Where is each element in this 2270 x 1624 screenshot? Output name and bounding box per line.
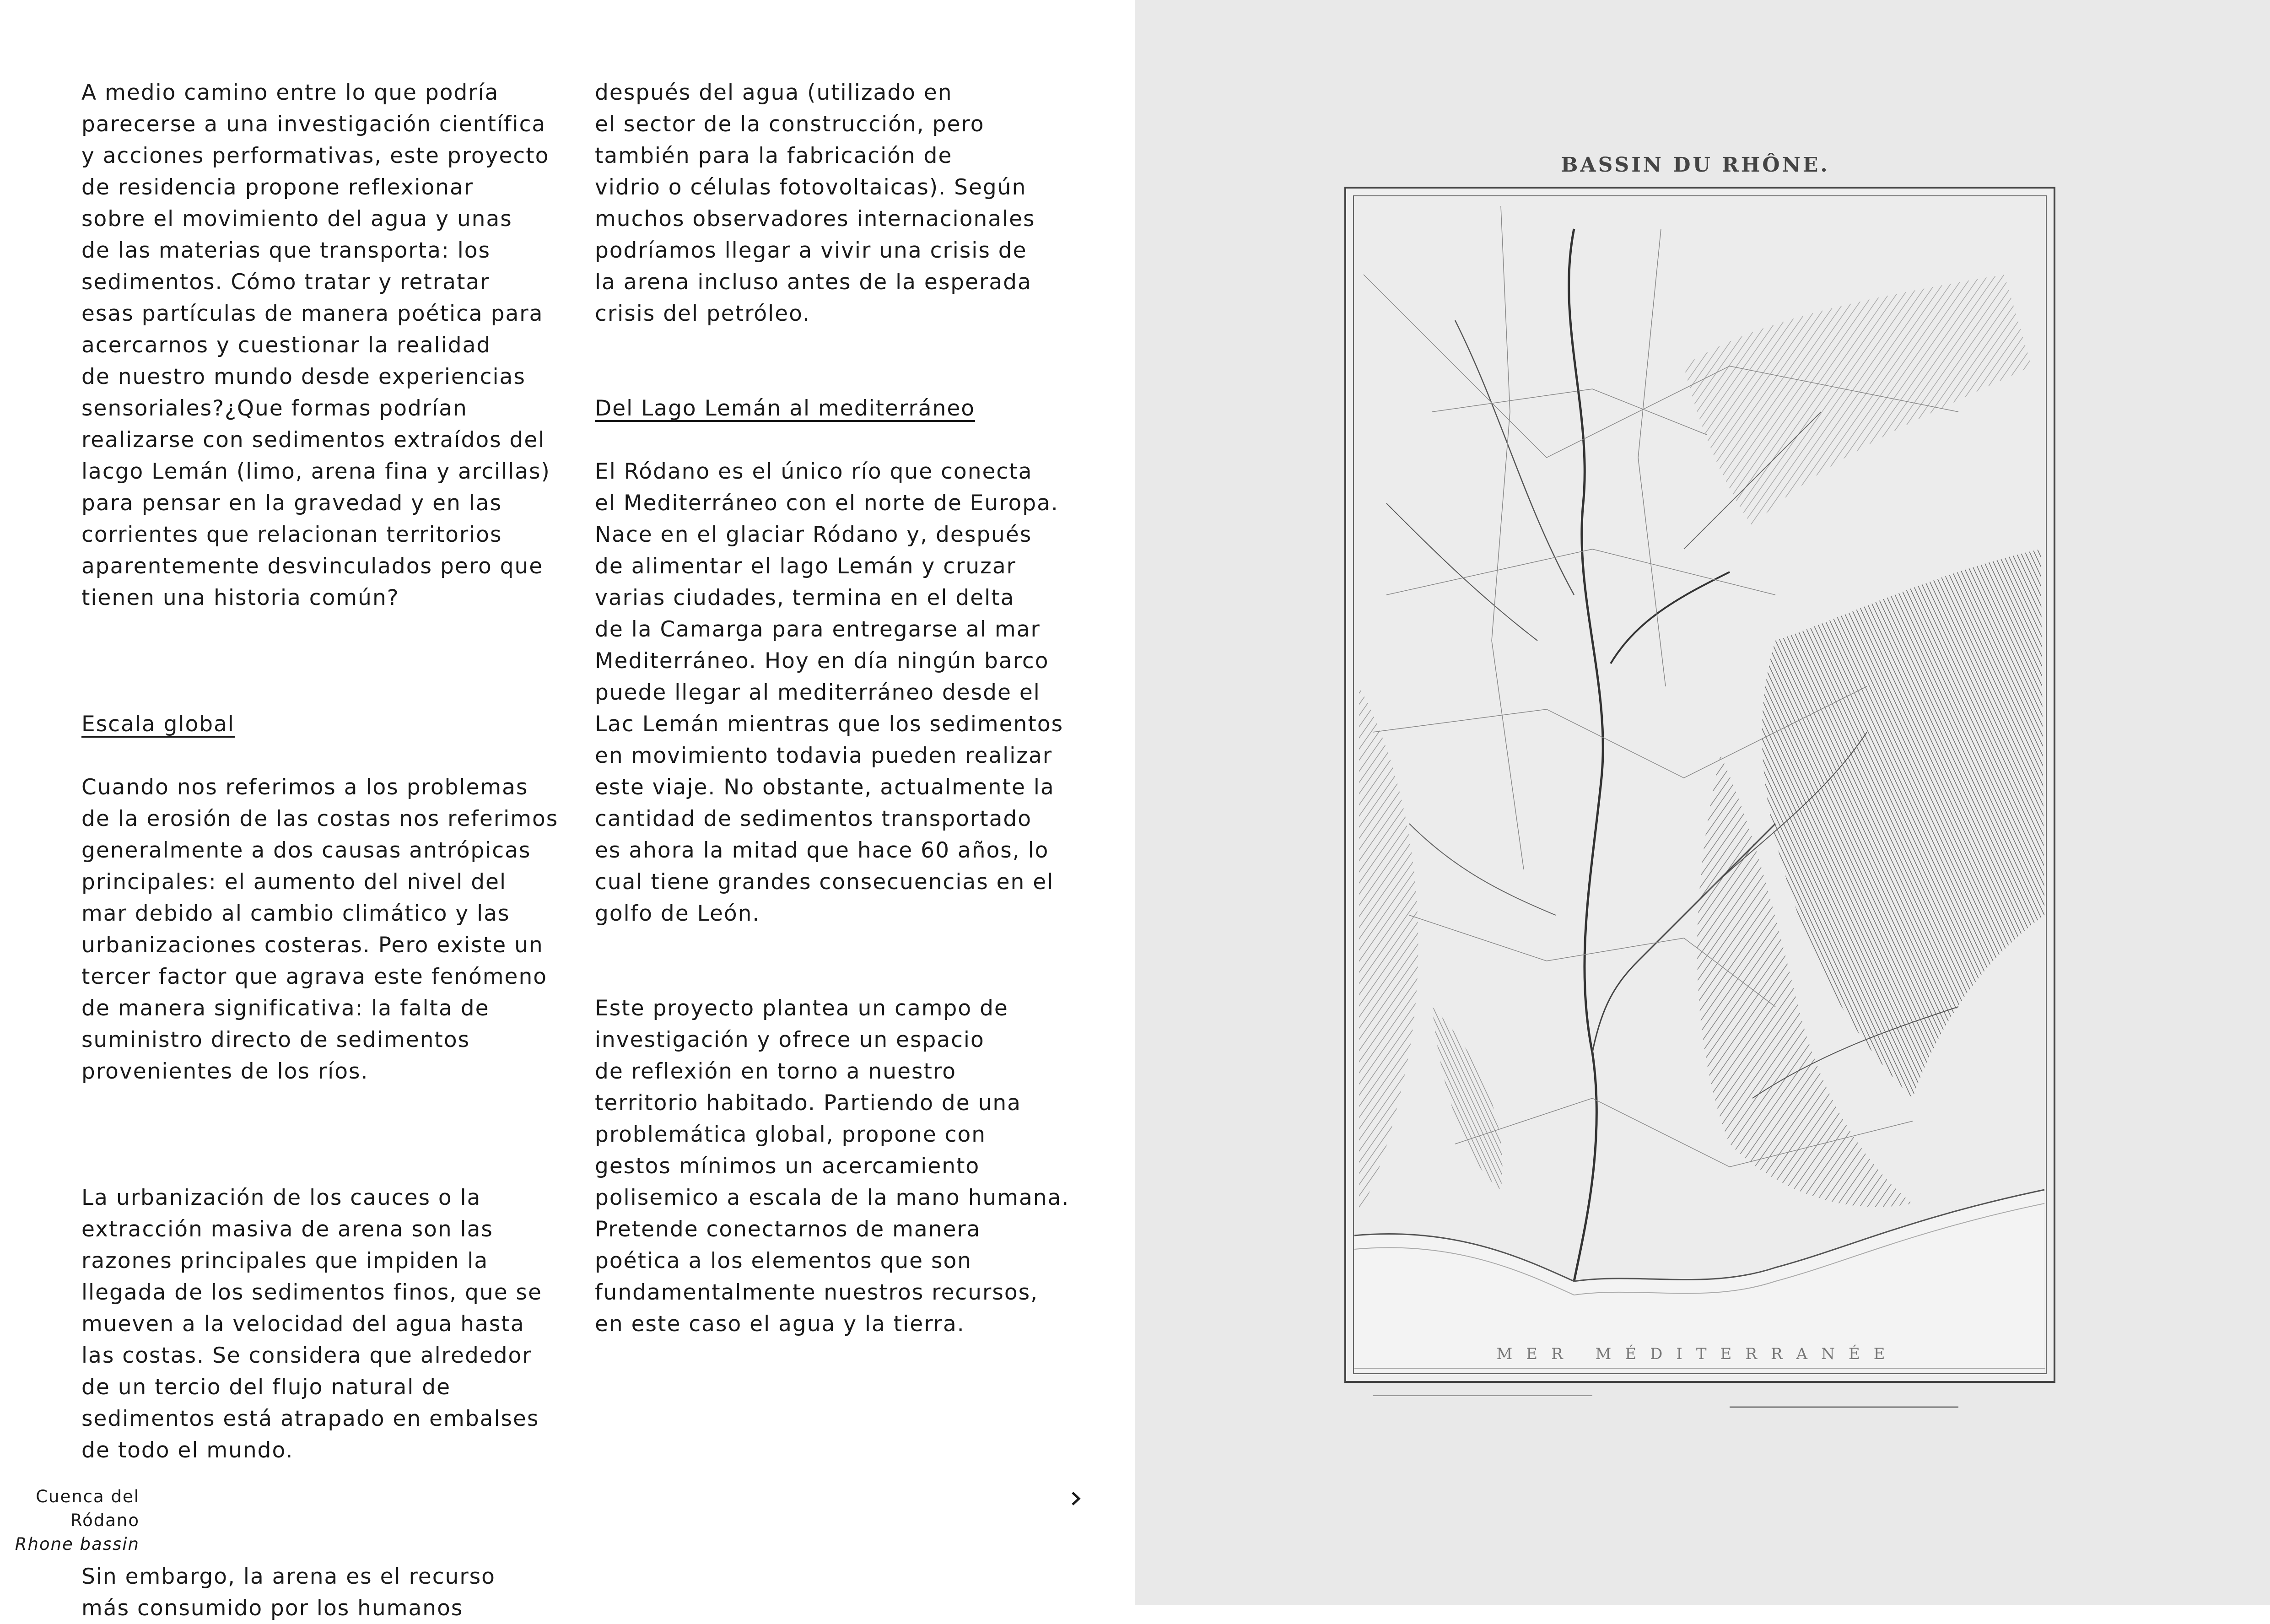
intro-paragraph: A medio camino entre lo que podría parecerse a una investigación científica y acciones performativas, este proyecto de residencia propone reflexionar sobre el movimiento del agua y unas de las materias que transporta: los sedimentos. Cómo tratar y retratar esas partículas de manera poética para acercarnos y cuestionar la realidad de nuestro mundo desde experiencias sensoriales?¿Que formas podrían realizarse con sedimentos extraídos del lacgo Lemán (limo, arena fina y arcillas) para pensar en la gravedad y en las corrientes que relacionan territorios aparentemente desvinculados pero que tienen una historia común? [81,80,550,610]
map-sea-label: MER MÉDITERRANÉE [1496,1345,1899,1363]
section-heading-lago-leman: Del Lago Lemán al mediterráneo [595,396,976,421]
left-page [0,0,1135,1621]
chevron-right-icon [1068,1491,1084,1506]
caption-spanish: Cuenca del Ródano [36,1487,140,1530]
caption-english: Rhone bassin [15,1534,140,1554]
paragraph-urbanizacion: La urbanización de los cauces o la extracción masiva de arena son las razones principales que impiden la llegada de los sedimentos finos, que se mueven a la velocidad del agua hasta las costas. Se considera que alrededor de un tercio del flujo natural de sedimentos está atrapado en embalses de todo el mundo. [81,1185,542,1463]
map-title: BASSIN DU RHÔNE. [1561,153,1830,177]
section-heading-escala-global: Escala global [81,712,235,737]
paragraph-proyecto: Este proyecto plantea un campo de investigación y ofrece un espacio de reflexión en torno a nuestro territorio habitado. Partiendo de una problemática global, propone con gestos mínimos un acercamiento polisemico a escala de la mano humana. Pretende conectarnos de manera poética a los elementos que son fundamentalmente nuestros recursos, en este caso el agua y la tierra. [595,996,1070,1337]
right-page [1135,0,2270,1605]
paragraph-arena: Sin embargo, la arena es el recurso más consumido por los humanos [81,1564,496,1621]
paragraph-rodano: El Ródano es el único río que conecta el Mediterráneo con el norte de Europa. Nace en el glaciar Ródano y, después de alimentar el lago Lemán y cruzar varias ciudades, termina en el delta de la Camarga para entregarse al mar Mediterráneo. Hoy en día ningún barco puede llegar al mediterráneo desde el Lac Lemán mientras que los sedimentos en movimiento todavia pueden realizar este viaje. No obstante, actualmente la cantidad de sedimentos transportado es ahora la mitad que hace 60 años, lo cual tiene grandes consecuencias en el golfo de León. [595,459,1064,926]
paragraph-erosion: Cuando nos referimos a los problemas de la erosión de las costas nos referimos generalmente a dos causas antrópicas principales: el aumento del nivel del mar debido al cambio climático y las urbanizaciones costeras. Pero existe un tercer factor que agrava este fenómeno de manera significativa: la falta de suministro directo de sedimentos provenientes de los ríos. [81,775,559,1084]
paragraph-agua: después del agua (utilizado en el sector de la construcción, pero también para la fabricación de vidrio o células fotovoltaicas). Según muchos observadores internacionales podríamos llegar a vivir una crisis de la arena incluso antes de la esperada crisis del petróleo. [595,80,1035,326]
text-column-right [595,77,1075,1340]
text-column-left [81,77,562,1624]
map-caption [0,1485,140,1556]
rhone-basin-map [1318,137,2073,1428]
